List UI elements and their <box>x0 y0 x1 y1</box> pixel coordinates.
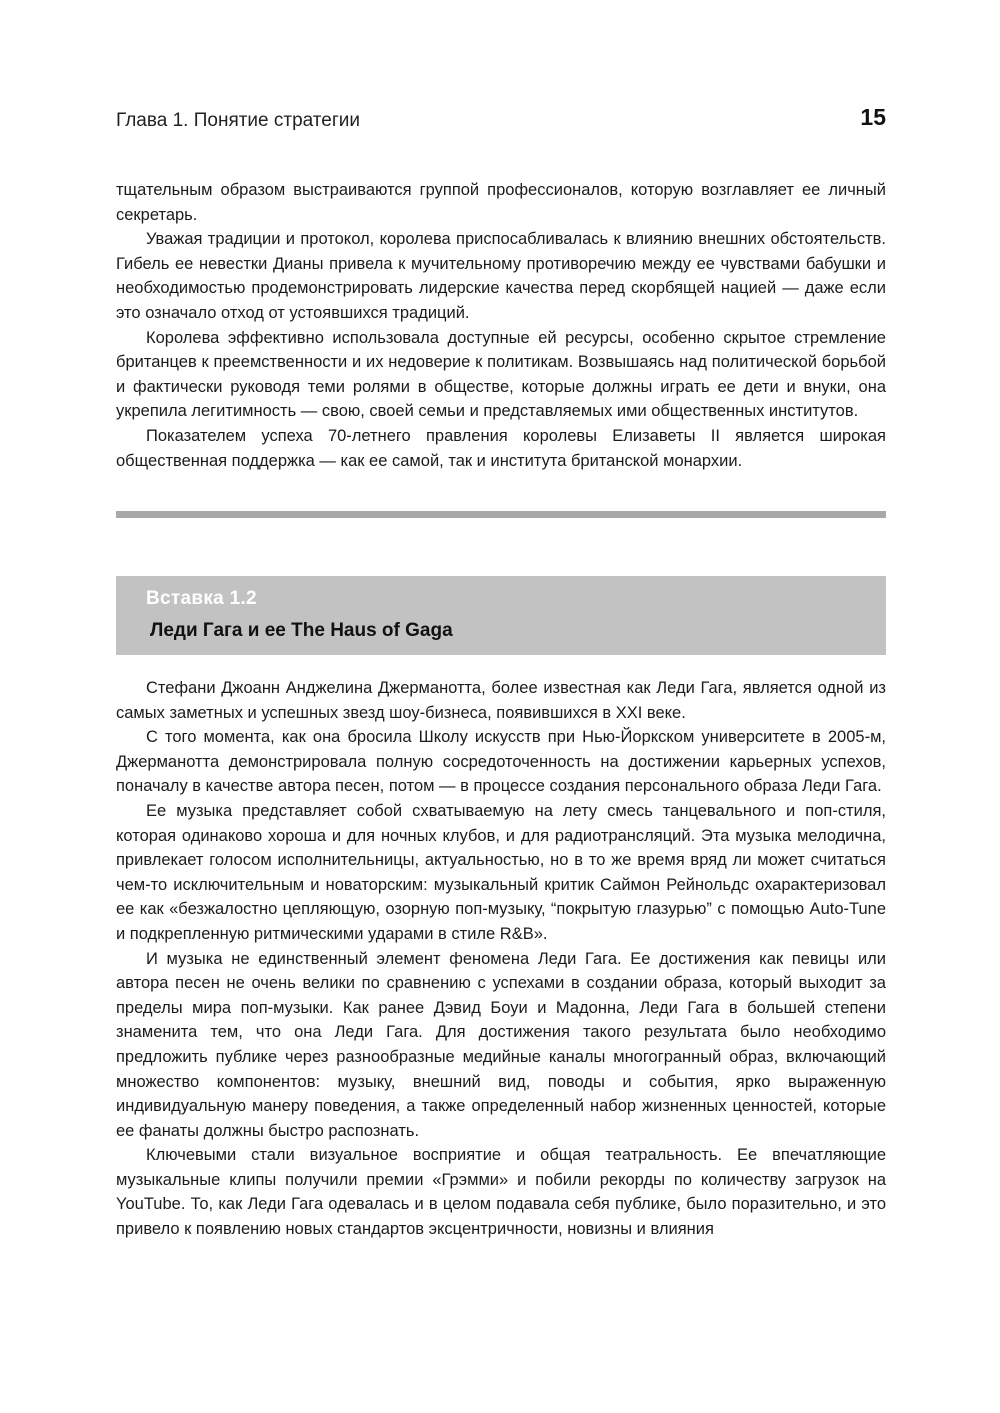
main-text <box>116 178 886 473</box>
sidebar-header <box>116 576 886 655</box>
page-number: 15 <box>860 104 886 130</box>
sidebar-text <box>116 676 886 1242</box>
paragraph: Стефани Джоанн Анджелина Джерманотта, более известная как Леди Гага, является одной из самых заметных и успешных звезд шоу-бизнеса, появившихся в XXI веке. <box>116 679 886 722</box>
paragraph: Ее музыка представляет собой схватываемую на лету смесь танцевального и поп-стиля, которая одинаково хороша и для ночных клубов, и для радиотрансляций. Эта музыка мелодична, привлекает голосом исполнительницы, актуальностью, но в то же время вряд ли может считаться чем-то исключительным и новаторским: музыкальный критик Саймон Рейнольдс охарактеризовал ее как «безжалостно цепляющую, озорную поп-музыку, “покрытую глазурью” с помощью Auto-Tune и подкрепленную ритмическими ударами в стиле R&B». <box>116 801 886 943</box>
paragraph: Королева эффективно использовала доступные ей ресурсы, особенно скрытое стремление британцев к преемственности и их недоверие к политикам. Возвышаясь над политической борьбой и фактически руководя теми ролями в обществе, которые должны играть ее дети и внуки, она укрепила легитимность — свою, своей семьи и представляемых ими общественных институтов. <box>116 328 886 421</box>
sidebar-label: Вставка 1.2 <box>146 588 257 609</box>
paragraph: Показателем успеха 70-летнего правления королевы Елизаветы II является широкая общественная поддержка — как ее самой, так и института британской монархии. <box>116 426 886 470</box>
paragraph: Уважая традиции и протокол, королева приспосабливалась к влиянию внешних обстоятельств. Гибель ее невестки Дианы привела к мучительному противоречию между ее чувствами бабушки и необходимостью продемонстрировать лидерские качества перед скорбящей нацией — даже если это означало отход от устоявшихся традиций. <box>116 230 886 322</box>
paragraph: И музыка не единственный элемент феномена Леди Гага. Ее достижения как певицы или автора песен не очень велики по сравнению с успехами в создании образа, который выходит за пределы мира поп-музыки. Как ранее Дэвид Боуи и Мадонна, Леди Гага в большей степени знаменита тем, что она Леди Гага. Для достижения такого результата было необходимо предложить публике через разнообразные медийные каналы многогранный образ, включающий множество компонентов: музыку, внешний вид, поводы и события, ярко выраженную индивидуальную манеру поведения, а также определенный набор жизненных ценностей, которые ее фанаты должны быстро распознать. <box>116 949 886 1140</box>
section-divider <box>116 511 886 518</box>
running-header <box>116 104 886 138</box>
paragraph: тщательным образом выстраиваются группой профессионалов, которую возглавляет ее личный секретарь. <box>116 181 886 224</box>
paragraph: С того момента, как она бросила Школу искусств при Нью-Йоркском университете в 2005-м, Джерманотта демонстрировала полную сосредоточенность на достижении карьерных успехов, поначалу в качестве автора песен, потом — в процессе создания персонального образа Леди Гага. <box>116 728 886 796</box>
paragraph: Ключевыми стали визуальное восприятие и общая театральность. Ее впечатляющие музыкальные клипы получили премии «Грэмми» и побили рекорды по количеству загрузок на YouTube. То, как Леди Гага одевалась и в целом подавала себя публике, было поразительно, и это привело к появлению новых стандартов эксцентричности, новизны и влияния <box>116 1146 886 1239</box>
sidebar-title: Леди Гага и ее The Haus of Gaga <box>150 620 453 641</box>
chapter-title: Глава 1. Понятие стратегии <box>116 110 361 131</box>
